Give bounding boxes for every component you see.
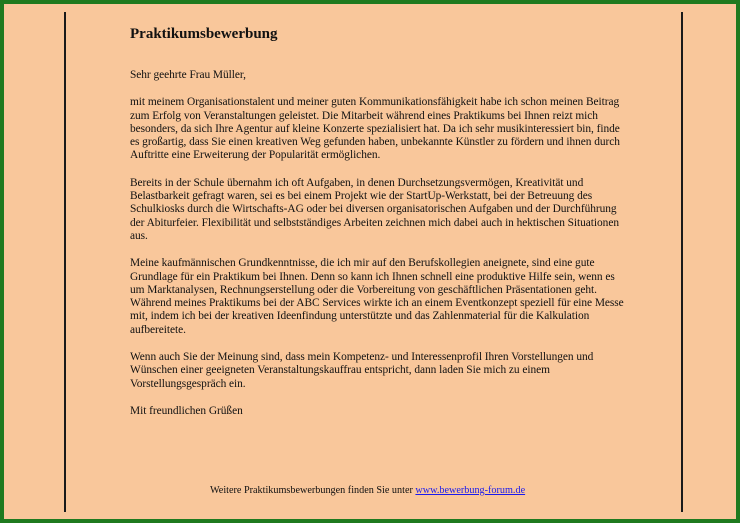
right-margin-rule (681, 12, 683, 512)
letter-closing: Mit freundlichen Grüßen (130, 404, 243, 417)
letter-body (130, 26, 630, 432)
letter-paragraph-1: mit meinem Organisationstalent und meiner guten Kommunikationsfähigkeit habe ich schon meinen Beitrag zum Erfolg von Veranstaltungen geleistet. Die Mitarbeit während eines Praktikums bei Ihnen reizt mich besonders, da sich Ihre Agentur auf kleine Konzerte spezialisiert hat. Da ich sehr musikinteressiert bin, finde es großartig, dass Sie einen kreativen Weg gefunden haben, unbekannte Künstler zu fördern und ihnen durch Auftritte eine Erweiterung der Popularität ermöglichen. (130, 96, 620, 162)
footer-link[interactable]: www.bewerbung-forum.de (415, 485, 526, 496)
left-margin-rule (64, 12, 66, 512)
letter-salutation: Sehr geehrte Frau Müller, (130, 69, 246, 81)
letter-paragraph-3: Meine kaufmännischen Grundkenntnisse, die ich mir auf den Berufskollegien aneignete, sind eine gute Grundlage für ein Praktikum bei Ihnen. Denn so kann ich Ihnen schnell eine produktive Hilfe sein, wenn es um Marktanalysen, Rechnungserstellung oder die Vorbereitung von geschäftlichen Präsentationen geht. Während meines Praktikums bei der ABC Services wirkte ich an einem Eventkonzept speziell für eine Messe mit, indem ich bei der kreativen Ideenfindung unterstützte und das Zahlenmaterial für die Kalkulation aufbereitete. (130, 257, 624, 336)
letter-paragraph-2: Bereits in der Schule übernahm ich oft Aufgaben, in denen Durchsetzungsvermögen, Kreativität und Belastbarkeit gefragt waren, sei es bei einem Projekt wie der StartUp-Werkstatt, bei der Betreuung des Schulkiosks durch die Wirtschafts-AG oder bei diversen organisatorischen Aufgaben und der Durchführung der Abiturfeier. Flexibilität und selbstständiges Arbeiten zeichnen mich dabei auch in hektischen Situationen aus. (130, 176, 619, 242)
letter-title: Praktikumsbewerbung (130, 26, 278, 42)
footer-text: Weitere Praktikumsbewerbungen finden Sie unter (210, 485, 413, 496)
footer-note (210, 485, 525, 496)
letter-paragraph-4: Wenn auch Sie der Meinung sind, dass mein Kompetenz- und Interessenprofil Ihren Vorstellungen und Wünschen einer geeigneten Veranstaltungskauffrau entspricht, dann laden Sie mich zu einem Vorstellungsgespräch ein. (130, 351, 594, 390)
